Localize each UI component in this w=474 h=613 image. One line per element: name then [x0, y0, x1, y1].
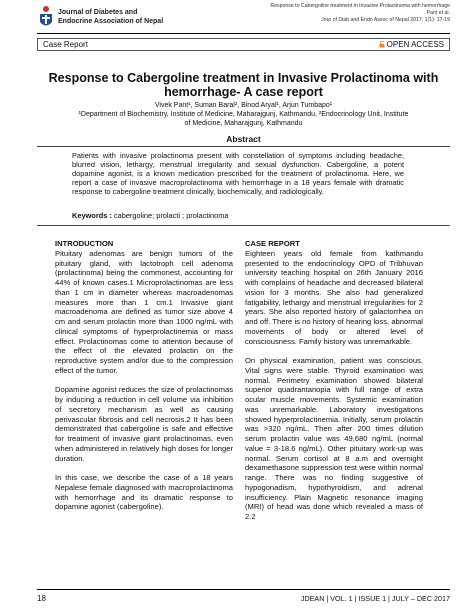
article-title: [37, 71, 450, 99]
keywords-list: cabergoline; prolacti ; prolactinoma: [111, 211, 229, 220]
article-type-banner: [37, 38, 450, 51]
journal-name: [58, 8, 163, 26]
affiliations: [40, 110, 447, 128]
case-paragraph-1: Eighteen years old female from kathmandu presented to the endocrinology OPD of Tribhuvan university teaching hospital on 26th January 2016 with complains of headache and decreased bilateral vision for 3 months. She also had generalized fatigability, lethargy and menstrual irregularities for 2 years. She also reported history of galactorrhea on and off. There is no history of hearing loss, abnormal movements of body or altered level of consciousness. Family history was unremarkable.: [245, 248, 423, 346]
intro-paragraph-3: In this case, we describe the case of a 18 years Nepalese female diagnosed with macroprolactinoma with hemorrhage and its dramatic response to dopamine agonist (cabergoline).: [55, 473, 233, 512]
intro-paragraph-1: Pituitary adenomas are benign tumors of the pituitary gland, with lactotroph cell adenoma (prolactinoma) being the commonest, accounting for 44% of known cases.1 Microprolactinomas are less than 1 cm in diameter whereas macroadenomas measures more than 1 cm.1 Invasive giant macroadenoma are defined as tumor size above 4 cm and serum prolactin more than 1000 ng/mL with clinical symptoms of hyperprolactinemia or mass effect. Prolactinomas come to attention because of the effect of the elevated prolactin on the reproductive system and/or due to the compression effect of the tumor.: [55, 248, 233, 375]
introduction-column: [55, 239, 233, 522]
journal-logo: [37, 5, 55, 29]
affiliations-line1: ¹Department of Biochemistry, Institute of Medicine, Maharajgunj, Kathmandu, ²Endocrinology Unit, Institute: [78, 111, 409, 118]
affiliations-line2: of Medicine, Maharajgunj, Kathmandu: [184, 120, 303, 127]
abstract-text: Patients with invasive prolactinoma present with constellation of symptoms including headache, blurred vision, lethargy, menstrual irregularity and sexual dysfunction. Cabergoline, a potent dopamine agonist, is a known medication prescribed for the treatment of prolactinoma. Here, we report a case of invasive macroprolactinoma with hemorrhage in a 18 years female with dramatic response to cabergoline treatment clinically, biochemically, and radiologically.: [72, 151, 404, 196]
authors: Vivek Pant¹, Suman Baral², Binod Aryal¹, Arjun Tumbapo¹: [154, 102, 333, 109]
page-number: 18: [37, 594, 46, 603]
running-header: [190, 3, 450, 24]
case-report-column: [245, 239, 423, 532]
footer-divider: [37, 589, 450, 590]
open-access-label: OPEN ACCESS: [386, 40, 444, 49]
abstract-bottom-rule: [37, 225, 450, 226]
journal-name-line2: Endocrine Association of Nepal: [58, 18, 164, 25]
journal-name-line1: Journal of Diabetes and: [58, 9, 138, 16]
article-type: Case Report: [43, 40, 88, 49]
running-authors: Pant et al.: [426, 10, 450, 16]
open-access-badge: [379, 40, 444, 49]
header-divider: [37, 33, 450, 34]
running-title: Response to Cabergoline treatment in Invasive Prolactinoma with hemorrhage: [270, 3, 450, 9]
abstract-heading: Abstract: [226, 134, 261, 144]
title-line2: hemorrhage- A case report: [164, 85, 323, 99]
title-line1: Response to Cabergoline treatment in Invasive Prolactinoma with: [48, 71, 439, 85]
keywords: [72, 211, 404, 220]
abstract-top-rule: [37, 146, 450, 147]
intro-paragraph-2: Dopamine agonist reduces the size of prolactinomas by inducing a reduction in cell volume via inhibition of secretory mechanism as well as causing perivascular fibrosis and cell necrosis.2 It has been demonstrated that cabergoline is safe and effective for treatment of invasive giant prolactinomas, even when administered in relatively high doses for longer duration.: [55, 385, 233, 463]
introduction-heading: INTRODUCTION: [55, 239, 114, 248]
case-report-heading: CASE REPORT: [245, 239, 300, 248]
case-paragraph-2: On physical examination, patient was conscious. Vital signs were stable. Thyroid examination was normal. Perimetry examination showed bilateral superior quadrantanopia with full range of extra ocular muscle movements. Systemic examination was unremarkable. Laboratory investigations showed hyperprolactinemia. Initially, serum prolactin was >320 ng/mL. Then after 200 times dilution serum prolactin value was 49,680 ng/mL (normal value = 3-18.6 ng/mL). Other pituitary work-up was normal. Serum cortisol at 8 a.m and overnight dexamethasone suppression test were within normal range. There was no finding suggestive of hypogonadism, hypothyroidism, and adrenal insufficiency. Plain Magnetic resonance imaging (MRI) of head was done which revealed a mass of 2.2: [245, 356, 423, 521]
citation: Jour of Diab and Endo Assoc of Nepal 2017; 1(1): 17-19: [321, 17, 450, 23]
journal-issue: JDEAN | VOL. 1 | ISSUE 1 | JULY – DEC 2017: [300, 594, 450, 603]
keywords-label: Keywords :: [72, 211, 112, 220]
open-lock-icon: [379, 41, 385, 48]
